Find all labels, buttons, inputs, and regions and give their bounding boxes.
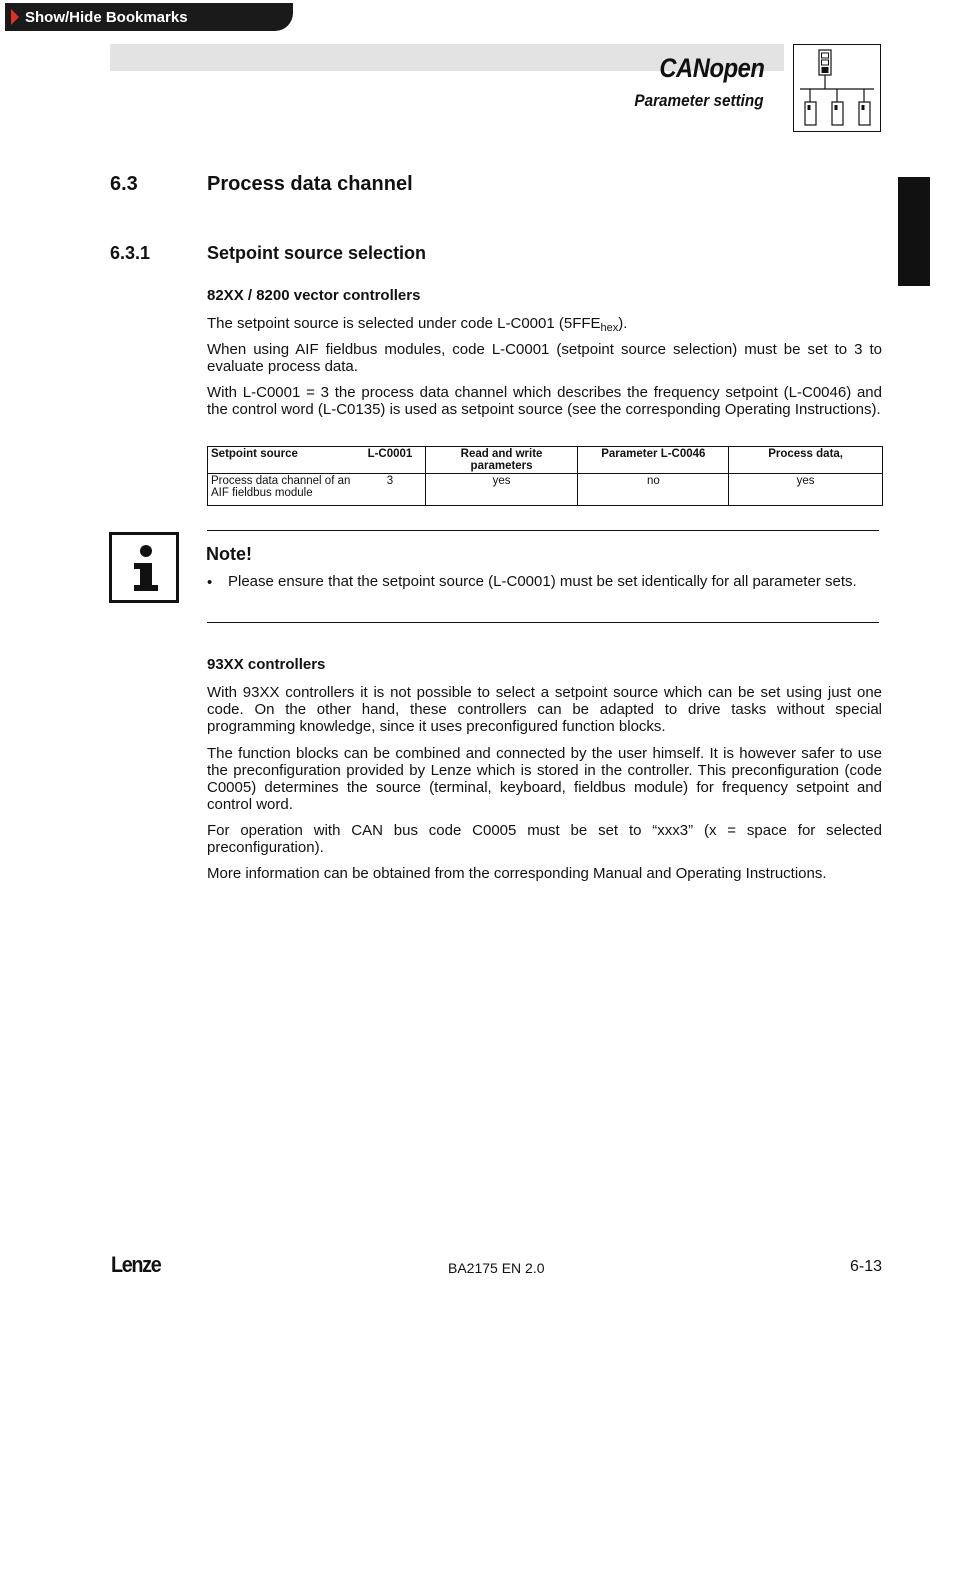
- chapter-marker: [898, 177, 930, 286]
- bookmarks-label: Show/Hide Bookmarks: [25, 8, 188, 26]
- page-number: 6-13: [849, 1258, 882, 1275]
- heading-82xx: 82XX / 8200 vector controllers: [207, 287, 421, 304]
- paragraph-process-data-channel: With L-C0001 = 3 the process data channel which describes the frequency setpoint (L-C0046) and the control word (L-C0135) is used as setpoint source (see the corresponding Operating Instructions).: [207, 384, 882, 418]
- table-header: Setpoint source: [208, 447, 356, 474]
- section-title: Process data channel: [207, 173, 413, 195]
- hex-subscript: hex: [600, 322, 619, 334]
- bullet-icon: •: [207, 574, 213, 591]
- footer-document-id: BA2175 EN 2.0: [448, 1260, 545, 1276]
- paragraph-setpoint-code: [207, 315, 882, 332]
- lenze-logo: Lenze: [111, 1252, 161, 1277]
- table-header: Process data,: [729, 447, 883, 474]
- subsection-number: 6.3.1: [110, 243, 151, 263]
- table-cell: yes: [729, 474, 883, 506]
- info-icon: [109, 532, 179, 603]
- paragraph-more-info: More information can be obtained from the corresponding Manual and Operating Instructions.: [207, 865, 827, 882]
- triangle-right-icon: [11, 9, 19, 25]
- table-header: Read and write parameters: [425, 447, 578, 474]
- header-subtitle: Parameter setting: [634, 91, 764, 110]
- paragraph-93xx-intro: With 93XX controllers it is not possible to select a setpoint source which can be set using just one code. On the other hand, these controllers can be adapted to drive tasks without special programming knowledge, since it uses preconfigured function blocks.: [207, 684, 882, 735]
- table-cell: 3: [355, 474, 425, 506]
- note-divider-top: [207, 530, 879, 531]
- table-cell: yes: [425, 474, 578, 506]
- setpoint-source-table: [207, 446, 883, 506]
- note-text: Please ensure that the setpoint source (L-C0001) must be set identically for all parameter sets.: [228, 573, 857, 590]
- heading-93xx: 93XX controllers: [207, 656, 326, 673]
- subsection-title: Setpoint source selection: [207, 243, 427, 263]
- paragraph-text: The setpoint source is selected under code L-C0001 (5FFE: [207, 315, 601, 332]
- network-topology-icon: [793, 44, 881, 132]
- paragraph-function-blocks: The function blocks can be combined and connected by the user himself. It is however safer to use the preconfiguration provided by Lenze which is stored in the controller. This preconfiguration (code C0005) determines the source (terminal, keyboard, fieldbus module) for frequency setpoint and control word.: [207, 745, 882, 813]
- table-row: [208, 474, 883, 506]
- paragraph-aif-modules: When using AIF fieldbus modules, code L-C0001 (setpoint source selection) must be set to 3 to evaluate process data.: [207, 341, 882, 375]
- table-cell: no: [578, 474, 729, 506]
- section-number: 6.3: [110, 173, 138, 195]
- table-header: L-C0001: [355, 447, 425, 474]
- note-divider-bottom: [207, 622, 879, 623]
- table-header: Parameter L-C0046: [578, 447, 729, 474]
- table-cell: Process data channel of an AIF fieldbus module: [208, 474, 356, 506]
- table-header-row: [208, 447, 883, 474]
- note-title: Note!: [206, 544, 252, 564]
- paragraph-can-bus: For operation with CAN bus code C0005 must be set to “xxx3” (x = space for selected preconfiguration).: [207, 822, 882, 856]
- header-title: CANopen: [658, 53, 764, 83]
- paragraph-text: ).: [618, 315, 628, 332]
- show-hide-bookmarks-button[interactable]: [5, 3, 293, 31]
